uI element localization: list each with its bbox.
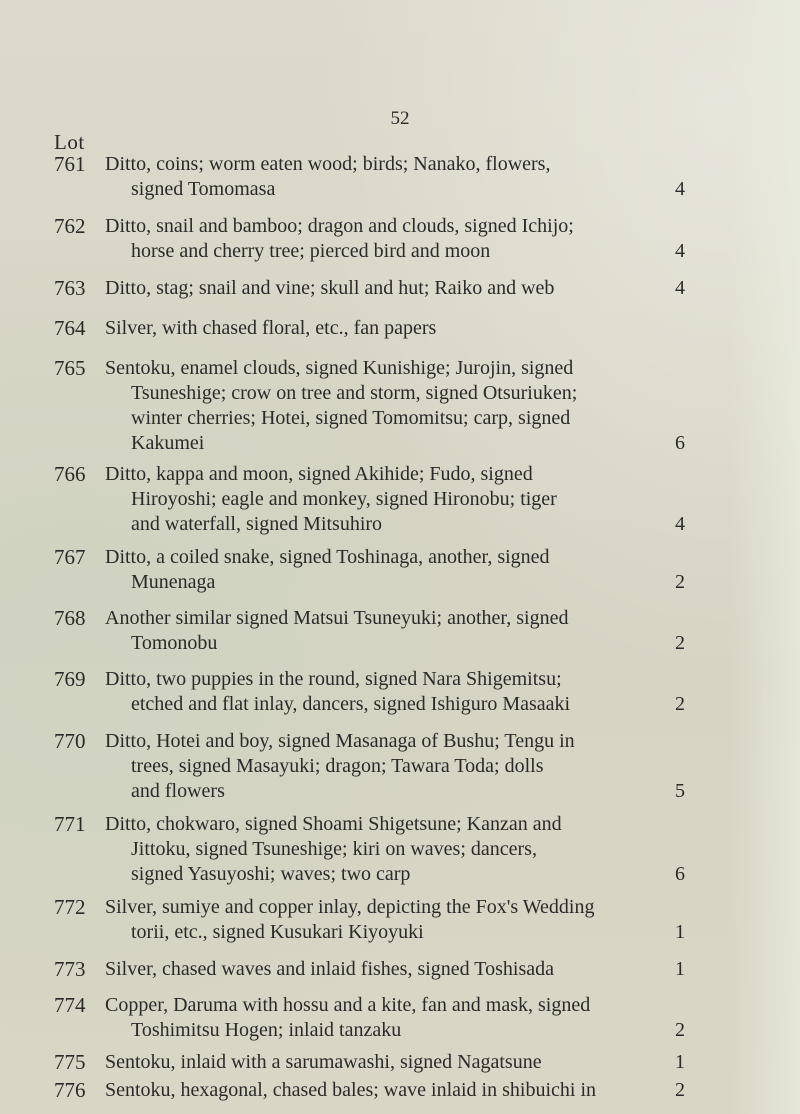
description-line: horse and cherry tree; pierced bird and moon [131,240,491,262]
lot-number: 774 [54,993,86,1017]
description-line: Silver, sumiye and copper inlay, depicting the Fox's Wedding [105,896,595,918]
description-line: Copper, Daruma with hossu and a kite, fan and mask, signed [105,994,591,1016]
lot-number: 771 [54,812,86,836]
description-line: winter cherries; Hotei, signed Tomomitsu; carp, signed [131,407,571,429]
lot-number: 762 [54,214,86,238]
lot-quantity: 4 [675,178,685,200]
description-line: and waterfall, signed Mitsuhiro [131,513,383,535]
lot-number: 768 [54,606,86,630]
lot-description [105,993,635,1043]
description-line: Ditto, a coiled snake, signed Toshinaga, another, signed [105,546,550,568]
description-line: and flowers [131,780,225,802]
lot-quantity: 2 [675,632,685,654]
lot-description [105,545,635,595]
lot-description [105,1078,635,1103]
lot-description [105,1050,635,1075]
lot-number: 761 [54,152,86,176]
description-line: Another similar signed Matsui Tsuneyuki; another, signed [105,607,569,629]
lot-quantity: 2 [675,1019,685,1041]
description-line: Kakumei [131,432,205,454]
lot-number: 767 [54,545,86,569]
lot-description [105,606,635,656]
lot-quantity: 1 [675,921,685,943]
lot-description [105,316,635,341]
lot-quantity: 4 [675,513,685,535]
description-line: etched and flat inlay, dancers, signed Ishiguro Masaaki [131,693,571,715]
lot-description [105,462,635,537]
description-line: Ditto, chokwaro, signed Shoami Shigetsune; Kanzan and [105,813,562,835]
lot-quantity: 5 [675,780,685,802]
lot-description [105,667,635,717]
lot-number: 763 [54,276,86,300]
description-line: Sentoku, hexagonal, chased bales; wave inlaid in shibuichi in [105,1079,596,1101]
lot-description [105,214,635,264]
description-line: Ditto, snail and bamboo; dragon and clouds, signed Ichijo; [105,215,574,237]
description-line: Ditto, Hotei and boy, signed Masanaga of Bushu; Tengu in [105,730,575,752]
description-line: Hiroyoshi; eagle and monkey, signed Hironobu; tiger [131,488,557,510]
description-line: Tomonobu [131,632,218,654]
description-line: Munenaga [131,571,216,593]
lot-number: 773 [54,957,86,981]
lot-quantity: 4 [675,240,685,262]
lot-quantity: 4 [675,277,685,299]
description-line: Jittoku, signed Tsuneshige; kiri on waves; dancers, [131,838,537,860]
lot-quantity: 1 [675,1051,685,1073]
lot-number: 770 [54,729,86,753]
description-line: Ditto, stag; snail and vine; skull and hut; Raiko and web [105,277,555,299]
page-number: 52 [390,108,410,129]
page-edge-shading [730,0,800,1114]
description-line: Ditto, kappa and moon, signed Akihide; Fudo, signed [105,463,533,485]
description-line: Toshimitsu Hogen; inlaid tanzaku [131,1019,402,1041]
lot-description [105,276,635,301]
description-line: Ditto, two puppies in the round, signed Nara Shigemitsu; [105,668,562,690]
description-line: Silver, with chased floral, etc., fan papers [105,317,437,339]
lot-quantity: 2 [675,571,685,593]
lot-description [105,729,635,804]
lot-number: 764 [54,316,86,340]
description-line: Tsuneshige; crow on tree and storm, signed Otsuriuken; [131,382,578,404]
lot-description [105,356,635,456]
lot-number: 772 [54,895,86,919]
description-line: signed Tomomasa [131,178,276,200]
lot-number: 765 [54,356,86,380]
description-line: Sentoku, enamel clouds, signed Kunishige; Jurojin, signed [105,357,574,379]
description-line: signed Yasuyoshi; waves; two carp [131,863,411,885]
lot-description [105,957,635,982]
lot-number: 766 [54,462,86,486]
description-line: trees, signed Masayuki; dragon; Tawara Toda; dolls [131,755,544,777]
lot-number: 776 [54,1078,86,1102]
lot-description [105,895,635,945]
description-line: Ditto, coins; worm eaten wood; birds; Nanako, flowers, [105,153,551,175]
lot-quantity: 2 [675,693,685,715]
lot-description [105,152,635,202]
lot-quantity: 6 [675,432,685,454]
description-line: Sentoku, inlaid with a sarumawashi, signed Nagatsune [105,1051,542,1073]
lot-quantity: 1 [675,958,685,980]
lot-quantity: 2 [675,1079,685,1101]
description-line: Silver, chased waves and inlaid fishes, signed Toshisada [105,958,555,980]
description-line: torii, etc., signed Kusukari Kiyoyuki [131,921,424,943]
lot-description [105,812,635,887]
lot-number: 775 [54,1050,86,1074]
lot-column-header: Lot [54,130,85,154]
lot-quantity: 6 [675,863,685,885]
lot-number: 769 [54,667,86,691]
